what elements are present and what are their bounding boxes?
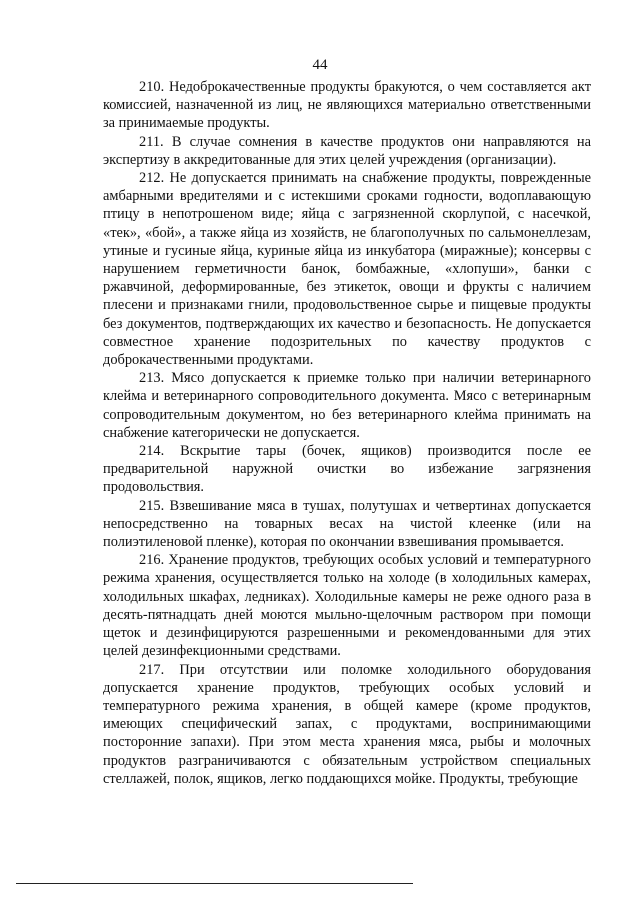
paragraph-216: 216. Хранение продуктов, требующих особых условий и температурного режима хранения, осуществляется только на холоде (в холодильных камерах, холодильных шкафах, ледниках). Холодильные камеры не реже одного раза в десять-пятнадцать дней моются мыльно-щелочным раствором при помощи щеток и дезинфицируются разрешенными и рекомендованными для этих целей дезинфекционными средствами. <box>103 552 591 660</box>
paragraph-210: 210. Недоброкачественные продукты бракуются, о чем составляется акт комиссией, назначенной из лиц, не являющихся материально ответственными за принимаемые продукты. <box>103 79 591 132</box>
page-number: 44 <box>312 57 328 73</box>
footer-divider <box>16 883 413 884</box>
paragraph-213: 213. Мясо допускается к приемке только при наличии ветеринарного клейма и ветеринарного сопроводительного документа. Мясо с ветеринарным сопроводительным документом, но без ветеринарного клейма принимать на снабжение категорически не допускается. <box>103 370 591 441</box>
paragraph-211: 211. В случае сомнения в качестве продуктов они направляются на экспертизу в аккредитованные для этих целей учреждения (организации). <box>103 133 591 168</box>
paragraph-217: 217. При отсутствии или поломке холодильного оборудования допускается хранение продуктов, требующих особых условий и температурного режима хранения, в общей камере (кроме продуктов, имеющих специфический запах, с продуктами, воспринимающими посторонние запахи). При этом места хранения мяса, рыбы и молочных продуктов разграничиваются с обязательным устройством специальных стеллажей, полок, ящиков, легко поддающихся мойке. Продукты, требующие <box>103 661 591 787</box>
paragraph-215: 215. Взвешивание мяса в тушах, полутушах и четвертинах допускается непосредственно на товарных весах на чистой клеенке (или на полиэтиленовой пленке), которая по окончании взвешивания промывается. <box>103 497 591 551</box>
paragraph-212: 212. Не допускается принимать на снабжение продукты, поврежденные амбарными вредителями и с истекшими сроками годности, водоплавающую птицу в непотрошеном виде; яйца с загрязненной скорлупой, с насечкой, «тек», «бой», а также яйца из хозяйств, не благополучных по сальмонеллезам, утиные и гусиные яйца, куриные яйца из инкубатора (миражные); консервы с нарушением герметичности банок, бомбажные, «хлопуши», банки с ржавчиной, деформированные, без этикеток, овощи и фрукты с наличием плесени и признаками гнили, продовольственное сырье и пищевые продукты без документов, подтверждающих их качество и безопасность. Не допускается совместное хранение подозрительных по качеству продуктов с доброкачественными продуктами. <box>103 170 591 369</box>
paragraph-214: 214. Вскрытие тары (бочек, ящиков) производится после ее предварительной наружной очистки во избежание загрязнения продовольствия. <box>103 443 591 496</box>
body-text <box>103 78 591 788</box>
